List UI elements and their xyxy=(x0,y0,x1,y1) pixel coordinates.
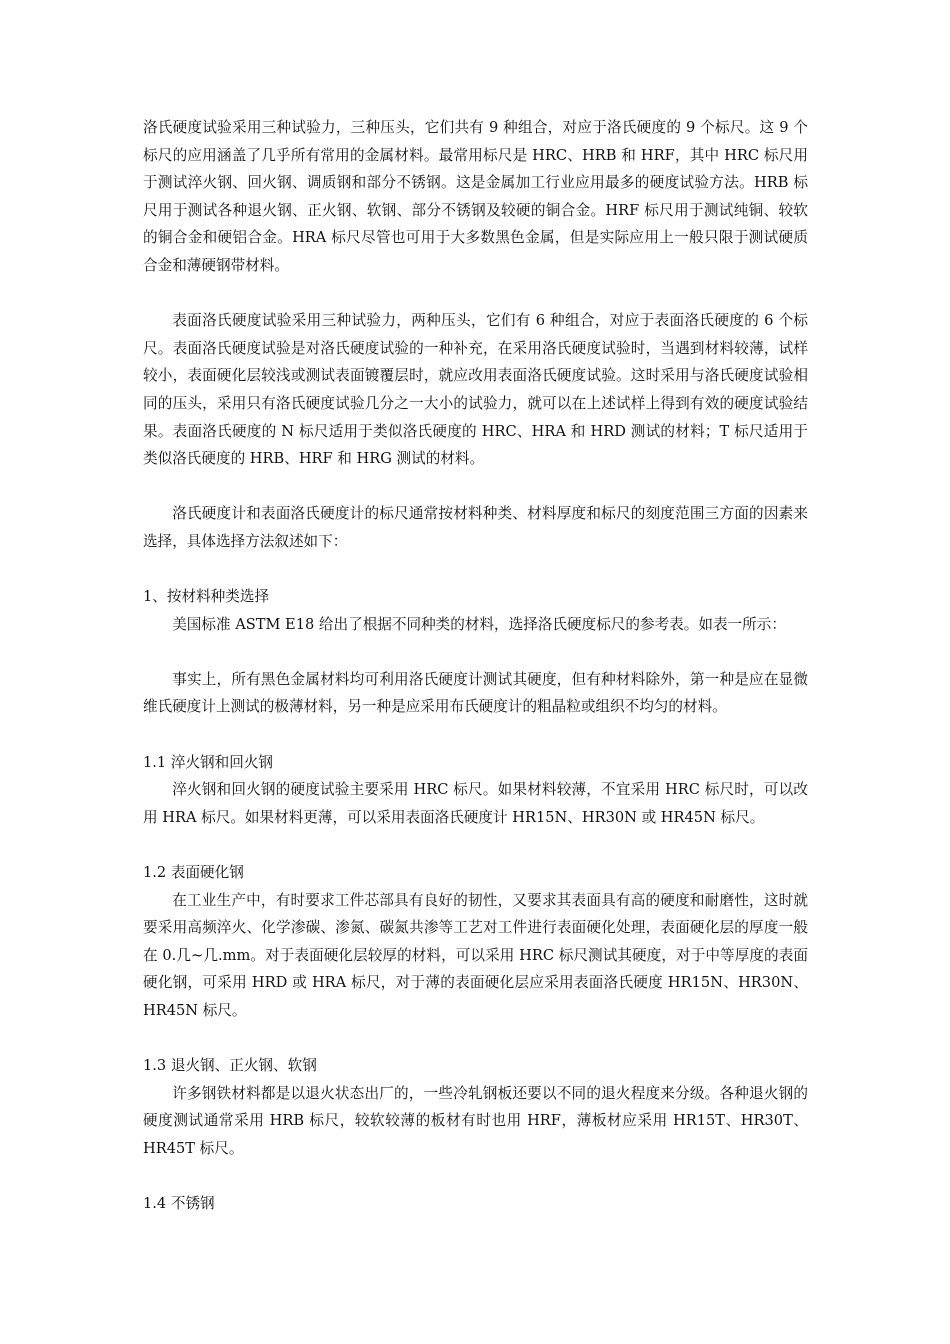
subsection-heading-quenched-steel: 1.1 淬火钢和回火钢 xyxy=(143,753,274,771)
paragraph-gap xyxy=(143,556,808,584)
paragraph-superficial-rockwell: 表面洛氏硬度试验采用三种试验力，两种压头，它们有 6 种组合，对应于表面洛氏硬度的 6 个标尺。表面洛氏硬度试验是对洛氏硬度试验的一种补充，在采用洛氏硬度试验时，当遇到材料较薄，试样较小，表面硬化层较浅或测试表面镀覆层时，就应改用表面洛氏硬度试验。这时采用与洛氏硬度试验相同的压头，采用只有洛氏硬度试验几分之一大小的试验力，就可以在上述试样上得到有效的硬度试验结果。表面洛氏硬度的 N 标尺适用于类似洛氏硬度的 HRC、HRA 和 HRD 测试的材料；T 标尺适用于类似洛氏硬度的 HRB、HRF 和 HRG 测试的材料。 xyxy=(143,312,808,468)
section-heading-material-type: 1、按材料种类选择 xyxy=(143,588,270,606)
paragraph-gap xyxy=(143,280,808,308)
paragraph-surface-hardened-steel: 在工业生产中，有时要求工件芯部具有良好的韧性，又要求其表面具有高的硬度和耐磨性，这时就要采用高频淬火、化学渗碳、渗氮、碳氮共渗等工艺对工件进行表面硬化处理，表面硬化层的厚度一般在 0.几~几.mm。对于表面硬化层较厚的材料，可以采用 HRC 标尺测试其硬度，对于中等厚度的表面硬化钢，可采用 HRD 或 HRA 标尺，对于薄的表面硬化层应采用表面洛氏硬度 HR15N、HR30N、HR45N 标尺。 xyxy=(143,891,808,1019)
paragraph-gap xyxy=(143,638,808,666)
paragraph-gap xyxy=(143,1163,808,1191)
subsection-heading-surface-hardened-steel: 1.2 表面硬化钢 xyxy=(143,864,244,882)
paragraph-gap xyxy=(143,473,808,501)
document-body xyxy=(143,114,808,1218)
paragraph-gap xyxy=(143,831,808,859)
subsection-heading-stainless-steel: 1.4 不锈钢 xyxy=(143,1195,215,1213)
paragraph-annealed-steel: 许多钢铁材料都是以退火状态出厂的，一些冷轧钢板还要以不同的退火程度来分级。各种退火钢的硬度测试通常采用 HRB 标尺，较软较薄的板材有时也用 HRF，薄板材应采用 HR15T、HR30T、HR45T 标尺。 xyxy=(143,1084,808,1157)
paragraph-scale-selection: 洛氏硬度计和表面洛氏硬度计的标尺通常按材料种类、材料厚度和标尺的刻度范围三方面的因素来选择，具体选择方法叙述如下： xyxy=(143,505,808,550)
paragraph-astm-e18: 美国标准 ASTM E18 给出了根据不同种类的材料，选择洛氏硬度标尺的参考表。如表一所示： xyxy=(172,615,786,633)
paragraph-quenched-steel: 淬火钢和回火钢的硬度试验主要采用 HRC 标尺。如果材料较薄，不宜采用 HRC 标尺时，可以改用 HRA 标尺。如果材料更薄，可以采用表面洛氏硬度计 HR15N、HR30N 或 HR45N 标尺。 xyxy=(143,781,808,826)
paragraph-gap xyxy=(143,1025,808,1053)
paragraph-rockwell-overview: 洛氏硬度试验采用三种试验力，三种压头，它们共有 9 种组合，对应于洛氏硬度的 9 个标尺。这 9 个标尺的应用涵盖了几乎所有常用的金属材料。最常用标尺是 HRC、HRB 和 HRF，其中 HRC 标尺用于测试淬火钢、回火钢、调质钢和部分不锈钢。这是金属加工行业应用最多的硬度试验方法。HRB 标尺用于测试各种退火钢、正火钢、软钢、部分不锈钢及较硬的铜合金。HRF 标尺用于测试纯铜、较软的铜合金和硬铝合金。HRA 标尺尽管也可用于大多数黑色金属，但是实际应用上一般只限于测试硬质合金和薄硬钢带材料。 xyxy=(143,119,808,274)
paragraph-gap xyxy=(143,721,808,749)
paragraph-ferrous-exceptions: 事实上，所有黑色金属材料均可利用洛氏硬度计测试其硬度，但有种材料除外，第一种是应在显微维氏硬度计上测试的极薄材料，另一种是应采用布氏硬度计的粗晶粒或组织不均匀的材料。 xyxy=(143,670,808,716)
subsection-heading-annealed-steel: 1.3 退火钢、正火钢、软钢 xyxy=(143,1057,317,1075)
